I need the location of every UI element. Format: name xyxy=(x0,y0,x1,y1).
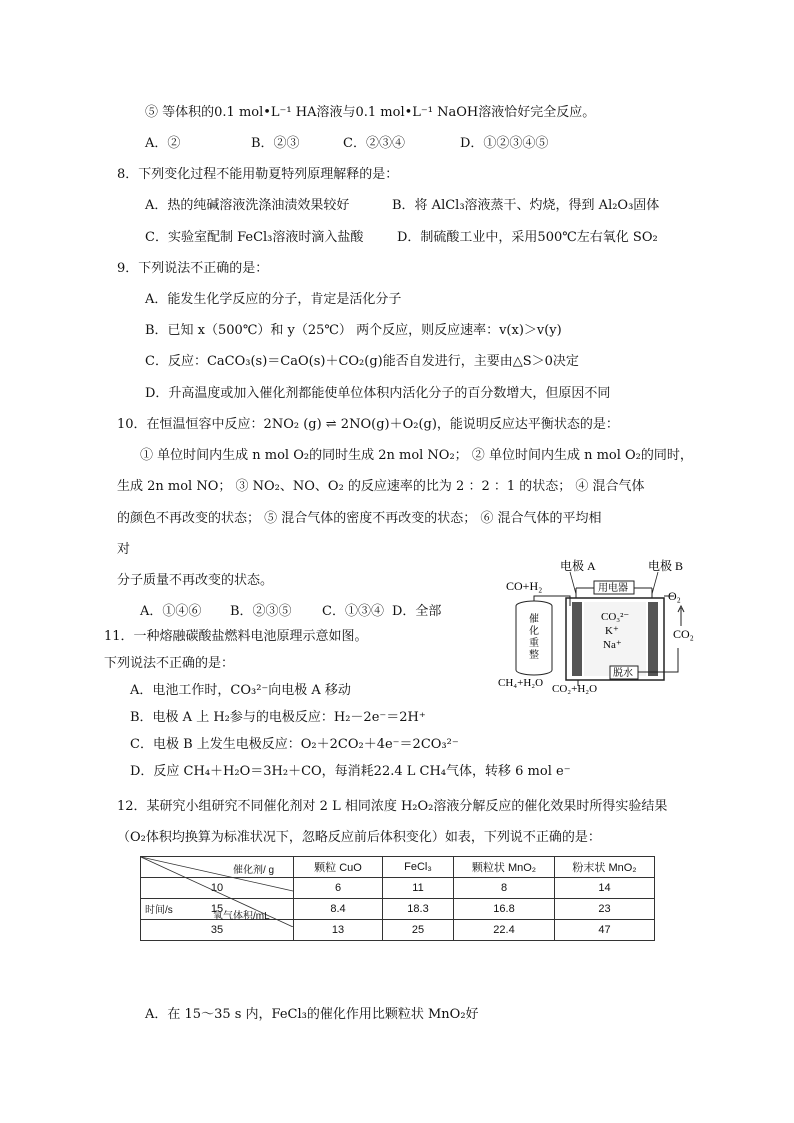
q8-option-c: C．实验室配制 FeCl₃溶液时滴入盐酸 xyxy=(145,230,364,245)
q7-option-a: A．② xyxy=(145,136,181,151)
q9-stem: 9．下列说法不正确的是： xyxy=(117,261,269,276)
q9-option-b: B．已知 x（500℃）和 y（25℃） 两个反应，则反应速率：v(x)＞v(y) xyxy=(145,323,562,338)
q11-option-b: B．电极 A 上 H₂参与的电极反应：H₂－2e⁻＝2H⁺ xyxy=(130,710,426,725)
q12-option-a: A．在 15～35 s 内，FeCl₃的催化作用比颗粒状 MnO₂好 xyxy=(145,1007,479,1022)
q9-option-c: C．反应：CaCO₃(s)＝CaO(s)＋CO₂(g)能否自发进行，主要由△S＞0决定 xyxy=(145,354,579,369)
q10-line4: 对 xyxy=(117,542,131,557)
q11-stem: 11．一种熔融碳酸盐燃料电池原理示意如图。 xyxy=(104,629,368,644)
co-h2-label: CO+H₂ xyxy=(506,579,543,593)
electrode-b-label: 电极 B xyxy=(648,559,684,573)
q10-line5: 分子质量不再改变的状态。 xyxy=(117,573,274,588)
q9-option-d: D．升高温度或加入催化剂都能使单位体积内活化分子的百分数增大，但原因不同 xyxy=(145,386,611,401)
q11-option-d: D．反应 CH₄＋H₂O＝3H₂＋CO，每消耗22.4 L CH₄气体，转移 6 mol e⁻ xyxy=(130,764,571,779)
q10-option-b: B．②③⑤ xyxy=(230,604,292,619)
reformer-char-2: 化 xyxy=(529,626,539,637)
q10-line2: 生成 2n mol NO； ③ NO₂、NO、O₂ 的反应速率的比为 2 ：2 ：1 的状态； ④ 混合气体 xyxy=(117,479,645,494)
table-cell: 16.8 xyxy=(454,899,555,920)
q11-option-c: C．电极 B 上发生电极反应：O₂＋2CO₂＋4e⁻＝2CO₃²⁻ xyxy=(130,737,459,752)
table-cell: 8.4 xyxy=(294,899,383,920)
q8-option-a: A．热的纯碱溶液洗涤油渍效果较好 xyxy=(145,198,350,213)
ion-k: K⁺ xyxy=(605,625,619,637)
reformer-char-1: 催 xyxy=(529,614,539,625)
reformer-char-3: 重 xyxy=(529,638,539,649)
ion-na: Na⁺ xyxy=(603,639,622,651)
table-cell: 23 xyxy=(555,899,655,920)
q8-stem: 8．下列变化过程不能用勒夏特列原理解释的是： xyxy=(117,167,399,182)
table-cell: 6 xyxy=(294,878,383,899)
q7-option-b: B．②③ xyxy=(251,136,300,151)
corner-time: 时间/s xyxy=(145,905,173,916)
co2-h2o-label: CO₂+H₂O xyxy=(552,683,598,695)
q10-line3: 的颜色不再改变的状态； ⑤ 混合气体的密度不再改变的状态； ⑥ 混合气体的平均相 xyxy=(117,511,602,526)
q7-option-c: C．②③④ xyxy=(343,136,405,151)
co2-label: CO₂ xyxy=(673,627,694,641)
table-cell: 18.3 xyxy=(383,899,454,920)
row-time: 35 xyxy=(141,920,294,941)
q7-item5: ⑤ 等体积的0.1 mol•L⁻¹ HA溶液与0.1 mol•L⁻¹ NaOH溶液恰好完全反应。 xyxy=(145,105,596,120)
fuel-cell-diagram xyxy=(498,558,713,698)
row-time: 10 xyxy=(141,878,294,899)
reformer-char-4: 整 xyxy=(529,650,539,661)
table-cell: 25 xyxy=(383,920,454,941)
dehydrate-label: 脱水 xyxy=(613,668,633,679)
device-label: 用电器 xyxy=(598,583,628,594)
q12-stem-line2: （O₂体积均换算为标准状况下，忽略反应前后体积变化）如表，下列说不正确的是： xyxy=(117,830,601,845)
table-cell: 8 xyxy=(454,878,555,899)
q10-option-d: D．全部 xyxy=(392,604,442,619)
q12-stem-line1: 12．某研究小组研究不同催化剂对 2 L 相同浓度 H₂O₂溶液分解反应的催化效果时所得实验结果 xyxy=(117,799,668,814)
q10-option-c: C．①③④ xyxy=(322,604,384,619)
q11-option-a: A．电池工作时，CO₃²⁻向电极 A 移动 xyxy=(130,683,351,698)
row-time: 15 xyxy=(141,899,294,920)
ion-co3: CO₃²⁻ xyxy=(601,611,630,623)
q10-line1: ① 单位时间内生成 n mol O₂的同时生成 2n mol NO₂； ② 单位时间内生成 n mol O₂的同时， xyxy=(140,448,693,463)
table-cell: 11 xyxy=(383,878,454,899)
o2-label: O₂ xyxy=(668,589,681,603)
col-cuo: 颗粒 CuO xyxy=(294,857,383,878)
electrode-a-label: 电极 A xyxy=(560,559,596,573)
table-cell: 22.4 xyxy=(454,920,555,941)
electrode-b xyxy=(648,602,658,676)
q8-option-b: B．将 AlCl₃溶液蒸干、灼烧，得到 Al₂O₃固体 xyxy=(392,198,660,213)
col-mno2-powder: 粉末状 MnO₂ xyxy=(555,857,655,878)
table-cell: 13 xyxy=(294,920,383,941)
col-mno2-granular: 颗粒状 MnO₂ xyxy=(454,857,555,878)
electrode-a xyxy=(572,602,582,676)
q7-option-d: D．①②③④⑤ xyxy=(460,136,549,151)
table-cell: 47 xyxy=(555,920,655,941)
corner-catalyst: 催化剂/ g xyxy=(233,865,275,876)
q10-option-a: A．①④⑥ xyxy=(140,604,202,619)
ch4-h2o-label: CH₄+H₂O xyxy=(498,677,544,689)
q10-stem: 10．在恒温恒容中反应：2NO₂ (g) ⇌ 2NO(g)＋O₂(g)，能说明反应达平衡状态的是： xyxy=(117,417,619,432)
q11-sub: 下列说法不正确的是： xyxy=(104,656,235,671)
col-fecl3: FeCl₃ xyxy=(383,857,454,878)
q8-option-d: D．制硫酸工业中，采用500℃左右氧化 SO₂ xyxy=(397,230,658,245)
q9-option-a: A．能发生化学反应的分子，肯定是活化分子 xyxy=(145,292,402,307)
table-cell: 14 xyxy=(555,878,655,899)
catalyst-table xyxy=(140,856,655,941)
corner-oxygen: 氧气体积/mL xyxy=(213,911,270,922)
